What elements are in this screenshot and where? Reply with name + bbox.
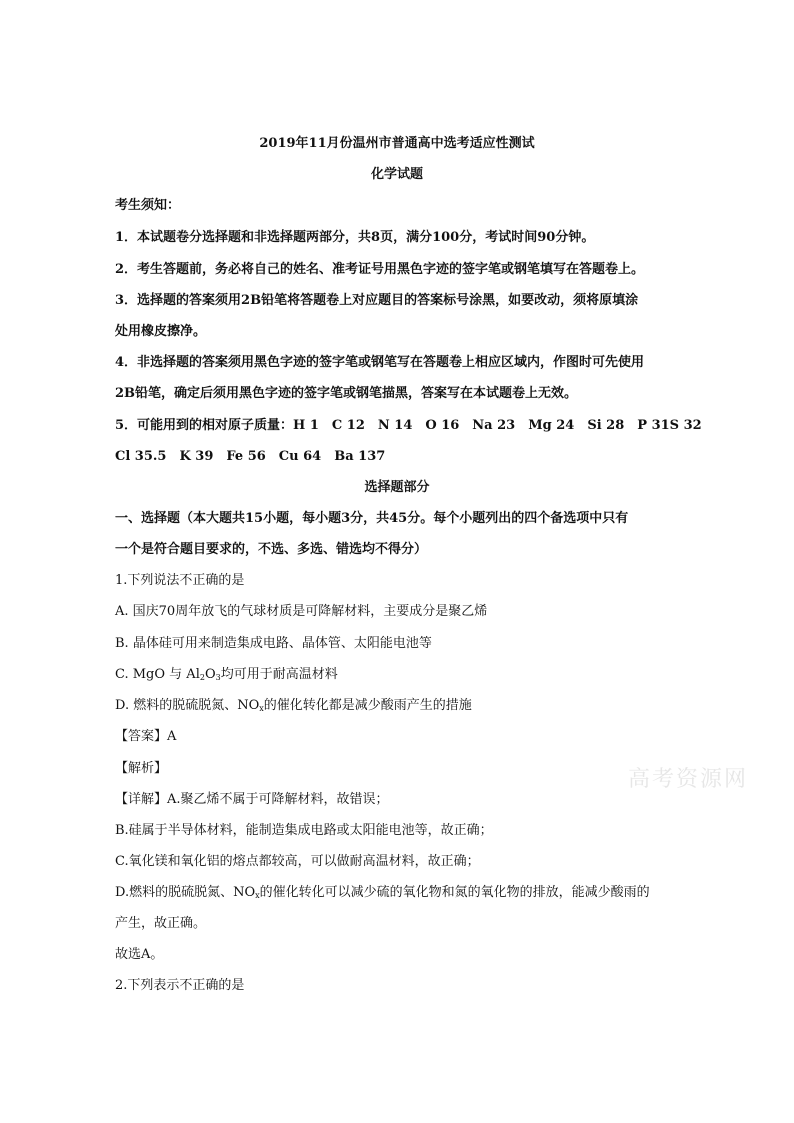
subscript: x bbox=[255, 891, 260, 900]
notice-heading: 考生须知： bbox=[115, 198, 181, 213]
analysis-label: 【解析】 bbox=[115, 761, 168, 776]
question-2-stem: 2.下列表示不正确的是 bbox=[115, 978, 245, 993]
option-d-text: 的催化转化都是减少酸雨产生的措施 bbox=[263, 698, 472, 713]
notice-item: 5．可能用到的相对原子质量：H 1 C 12 N 14 O 16 Na 23 Mg 24 Si 28 P 31S 32 bbox=[115, 418, 702, 433]
notice-item: 2B铅笔，确定后须用黑色字迹的签字笔或钢笔描黑，答案写在本试题卷上无效。 bbox=[115, 386, 578, 401]
detail-line bbox=[115, 885, 650, 904]
detail-text: 的催化转化可以减少硫的氧化物和氮的氧化物的排放，能减少酸雨的 bbox=[259, 885, 650, 900]
section-instructions: 一、选择题（本大题共15小题，每小题3分，共45分。每个小题列出的四个备选项中只有 bbox=[115, 511, 629, 526]
notice-item: Cl 35.5 K 39 Fe 56 Cu 64 Ba 137 bbox=[115, 449, 386, 464]
answer-label: 【答案】A bbox=[115, 729, 177, 744]
detail-line: C.氧化镁和氧化铝的熔点都较高，可以做耐高温材料，故正确； bbox=[115, 854, 480, 869]
notice-item: 2．考生答题前，务必将自己的姓名、准考证号用黑色字迹的签字笔或钢笔填写在答题卷上。 bbox=[115, 262, 645, 277]
question-1-option-c bbox=[115, 667, 338, 686]
subscript: 2 bbox=[199, 673, 205, 682]
notice-item: 1．本试题卷分选择题和非选择题两部分，共8页，满分100分，考试时间90分钟。 bbox=[115, 230, 595, 245]
option-c-text: 均可用于耐高温材料 bbox=[220, 667, 338, 682]
subject-title: 化学试题 bbox=[370, 167, 423, 182]
subscript: x bbox=[259, 704, 264, 713]
notice-item: 处用橡皮擦净。 bbox=[115, 324, 207, 339]
conclusion: 故选A。 bbox=[115, 947, 164, 962]
question-1-option-d bbox=[115, 698, 472, 717]
notice-item: 3．选择题的答案须用2B铅笔将答题卷上对应题目的答案标号涂黑，如要改动，须将原填涂 bbox=[115, 293, 639, 308]
notice-item: 4．非选择题的答案须用黑色字迹的签字笔或钢笔写在答题卷上相应区域内，作图时可先使用 bbox=[115, 355, 645, 370]
question-1-option-a: A. 国庆70周年放飞的气球材质是可降解材料，主要成分是聚乙烯 bbox=[115, 604, 488, 619]
detail-line: 产生，故正确。 bbox=[115, 916, 207, 931]
question-1-stem: 1.下列说法不正确的是 bbox=[115, 573, 245, 588]
question-1-option-b: B. 晶体硅可用来制造集成电路、晶体管、太阳能电池等 bbox=[115, 636, 432, 651]
option-d-text: D. 燃料的脱硫脱氮、NO bbox=[115, 698, 260, 713]
option-c-text: O bbox=[204, 667, 216, 682]
detail-line: 【详解】A.聚乙烯不属于可降解材料，故错误； bbox=[115, 792, 389, 807]
watermark: 高考资源网 bbox=[628, 767, 749, 792]
subscript: 3 bbox=[215, 673, 221, 682]
detail-text: D.燃料的脱硫脱氮、NO bbox=[115, 885, 256, 900]
section-instructions: 一个是符合题目要求的，不选、多选、错选均不得分） bbox=[115, 542, 428, 557]
exam-title: 2019年11月份温州市普通高中选考适应性测试 bbox=[259, 136, 535, 151]
detail-line: B.硅属于半导体材料，能制造集成电路或太阳能电池等，故正确； bbox=[115, 823, 493, 838]
option-c-text: C. MgO 与 Al bbox=[115, 667, 200, 682]
section-title: 选择题部分 bbox=[364, 480, 430, 495]
